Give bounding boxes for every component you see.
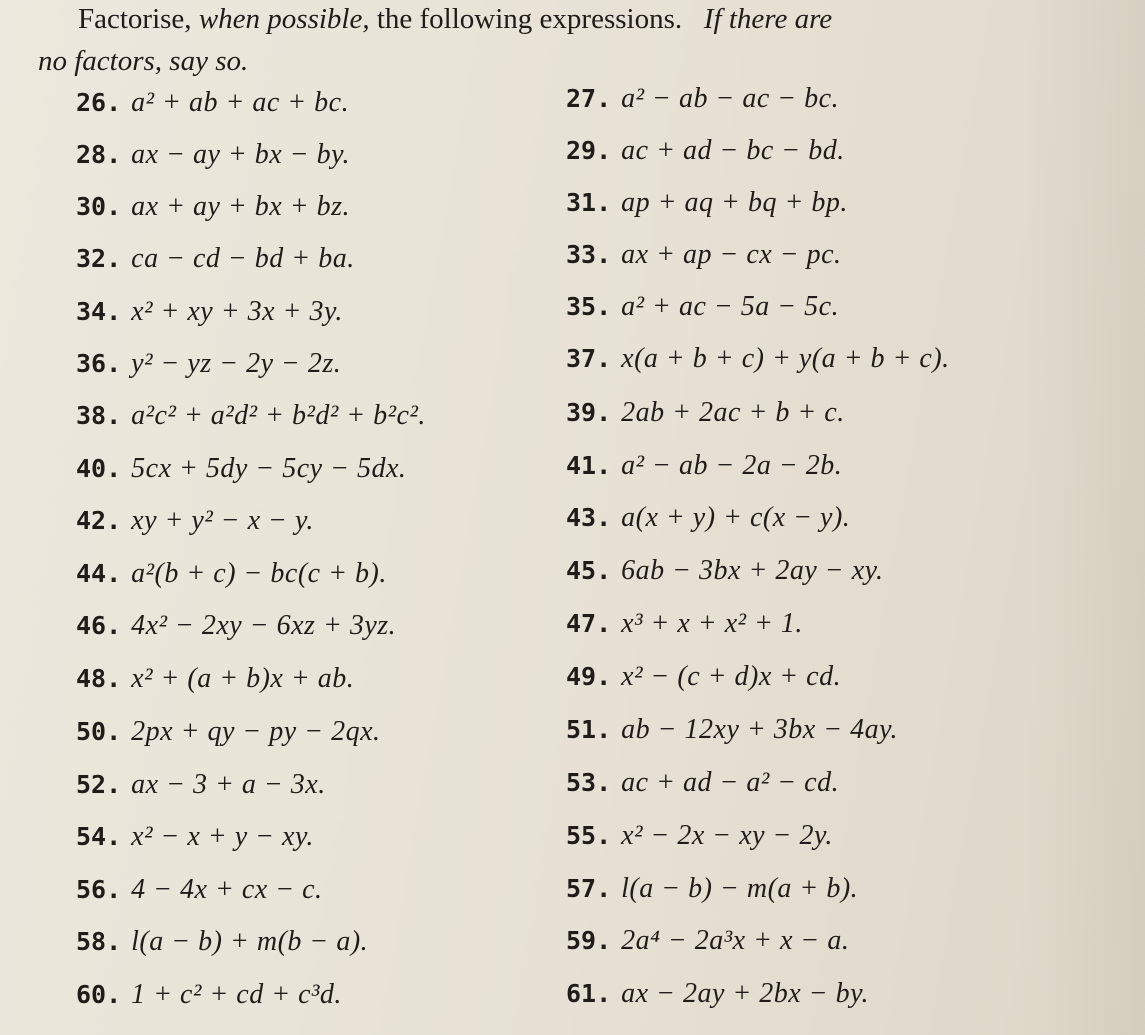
problem-27: [566, 82, 839, 116]
problem-50: [76, 715, 381, 749]
problem-28: [76, 138, 350, 172]
problem-expression: ax + ay + bx + bz.: [131, 191, 351, 222]
problem-number: 58.: [76, 927, 122, 956]
problem-expression: ac + ad − bc − bd.: [621, 135, 845, 166]
problem-expression: ax + ap − cx − pc.: [621, 239, 842, 270]
problem-number: 52.: [76, 770, 122, 799]
problem-expression: a²(b + c) − bc(c + b).: [131, 558, 387, 589]
problem-34: [76, 295, 343, 329]
problem-number: 32.: [76, 244, 122, 273]
problem-number: 39.: [566, 398, 612, 427]
problem-number: 31.: [566, 188, 612, 217]
problem-49: [566, 660, 841, 694]
problem-30: [76, 190, 350, 224]
problem-60: [76, 978, 342, 1012]
problem-number: 55.: [566, 821, 612, 850]
problem-number: 48.: [76, 664, 122, 693]
problem-58: [76, 925, 368, 959]
problem-number: 40.: [76, 454, 122, 483]
problem-expression: y² − yz − 2y − 2z.: [131, 348, 342, 379]
problem-expression: x² + (a + b)x + ab.: [131, 663, 355, 694]
problem-expression: ac + ad − a² − cd.: [621, 767, 840, 798]
problem-expression: 2a⁴ − 2a³x + x − a.: [621, 925, 850, 956]
problem-number: 27.: [566, 84, 612, 113]
problem-expression: ax − 3 + a − 3x.: [131, 769, 326, 800]
instructions-following: the following expressions.: [369, 3, 683, 35]
problem-expression: a(x + y) + c(x − y).: [621, 502, 851, 533]
problem-number: 53.: [566, 768, 612, 797]
problem-47: [566, 607, 803, 641]
problem-54: [76, 820, 314, 854]
problem-expression: x² − (c + d)x + cd.: [621, 661, 842, 692]
problem-expression: ab − 12xy + 3bx − 4ay.: [621, 714, 899, 745]
problem-51: [566, 713, 898, 747]
problem-expression: ax − ay + bx − by.: [131, 139, 351, 170]
problem-expression: a² + ab + ac + bc.: [131, 87, 350, 118]
problem-expression: 4 − 4x + cx − c.: [131, 874, 323, 905]
problem-46: [76, 609, 396, 643]
problem-number: 49.: [566, 662, 612, 691]
problem-expression: 6ab − 3bx + 2ay − xy.: [621, 555, 884, 586]
problem-33: [566, 238, 842, 272]
problem-43: [566, 501, 850, 535]
problem-number: 46.: [76, 611, 122, 640]
problem-number: 30.: [76, 192, 122, 221]
problem-29: [566, 134, 845, 168]
problem-number: 41.: [566, 451, 612, 480]
problem-number: 35.: [566, 292, 612, 321]
problem-55: [566, 819, 833, 853]
problem-expression: x² − 2x − xy − 2y.: [621, 820, 833, 851]
problem-number: 28.: [76, 140, 122, 169]
problem-number: 34.: [76, 297, 122, 326]
problem-39: [566, 396, 845, 430]
problem-expression: 1 + c² + cd + c³d.: [131, 979, 342, 1010]
problem-number: 56.: [76, 875, 122, 904]
problem-61: [566, 977, 869, 1011]
problem-42: [76, 504, 314, 538]
problem-number: 42.: [76, 506, 122, 535]
problem-expression: 2ab + 2ac + b + c.: [621, 397, 845, 428]
problem-number: 54.: [76, 822, 122, 851]
instructions-when-possible: when possible,: [198, 3, 370, 35]
problem-35: [566, 290, 839, 324]
problem-expression: 2px + qy − py − 2qx.: [131, 716, 381, 747]
problem-expression: xy + y² − x − y.: [131, 505, 314, 536]
problem-48: [76, 662, 354, 696]
problem-expression: x² + xy + 3x + 3y.: [131, 296, 343, 327]
problem-expression: ap + aq + bq + bp.: [621, 187, 848, 218]
problem-expression: l(a − b) + m(b − a).: [131, 926, 369, 957]
problem-38: [76, 399, 426, 433]
problem-number: 61.: [566, 979, 612, 1008]
problem-expression: l(a − b) − m(a + b).: [621, 873, 859, 904]
problem-expression: ax − 2ay + 2bx − by.: [621, 978, 870, 1009]
problem-number: 29.: [566, 136, 612, 165]
problem-expression: ca − cd − bd + ba.: [131, 243, 355, 274]
problem-number: 60.: [76, 980, 122, 1009]
problem-number: 37.: [566, 344, 612, 373]
problem-40: [76, 452, 406, 486]
instructions-no-factors: no factors, say so.: [38, 45, 249, 77]
problem-number: 44.: [76, 559, 122, 588]
problem-number: 57.: [566, 874, 612, 903]
problem-44: [76, 557, 387, 591]
problem-expression: a²c² + a²d² + b²d² + b²c².: [131, 400, 426, 431]
problem-number: 43.: [566, 503, 612, 532]
problem-number: 51.: [566, 715, 612, 744]
problem-expression: 4x² − 2xy − 6xz + 3yz.: [131, 610, 397, 641]
problem-number: 45.: [566, 556, 612, 585]
problem-26: [76, 86, 349, 120]
problem-expression: 5cx + 5dy − 5cy − 5dx.: [131, 453, 407, 484]
problem-expression: x(a + b + c) + y(a + b + c).: [621, 343, 950, 374]
problem-37: [566, 342, 950, 376]
problem-number: 26.: [76, 88, 122, 117]
problem-45: [566, 554, 884, 588]
problem-59: [566, 924, 849, 958]
problem-57: [566, 872, 858, 906]
instructions-if-there-are: If there are: [703, 3, 833, 35]
problem-number: 36.: [76, 349, 122, 378]
problem-number: 33.: [566, 240, 612, 269]
problem-56: [76, 873, 323, 907]
problem-41: [566, 449, 842, 483]
problem-32: [76, 242, 355, 276]
problem-expression: a² + ac − 5a − 5c.: [621, 291, 840, 322]
problem-52: [76, 768, 326, 802]
problem-number: 59.: [566, 926, 612, 955]
instructions-factorise: Factorise,: [78, 3, 199, 35]
problem-expression: a² − ab − ac − bc.: [621, 83, 840, 114]
problem-number: 38.: [76, 401, 122, 430]
problem-53: [566, 766, 839, 800]
problem-31: [566, 186, 848, 220]
problem-number: 47.: [566, 609, 612, 638]
problem-36: [76, 347, 341, 381]
problem-expression: x³ + x + x² + 1.: [621, 608, 803, 639]
problem-number: 50.: [76, 717, 122, 746]
problem-expression: x² − x + y − xy.: [131, 821, 314, 852]
problem-expression: a² − ab − 2a − 2b.: [621, 450, 843, 481]
